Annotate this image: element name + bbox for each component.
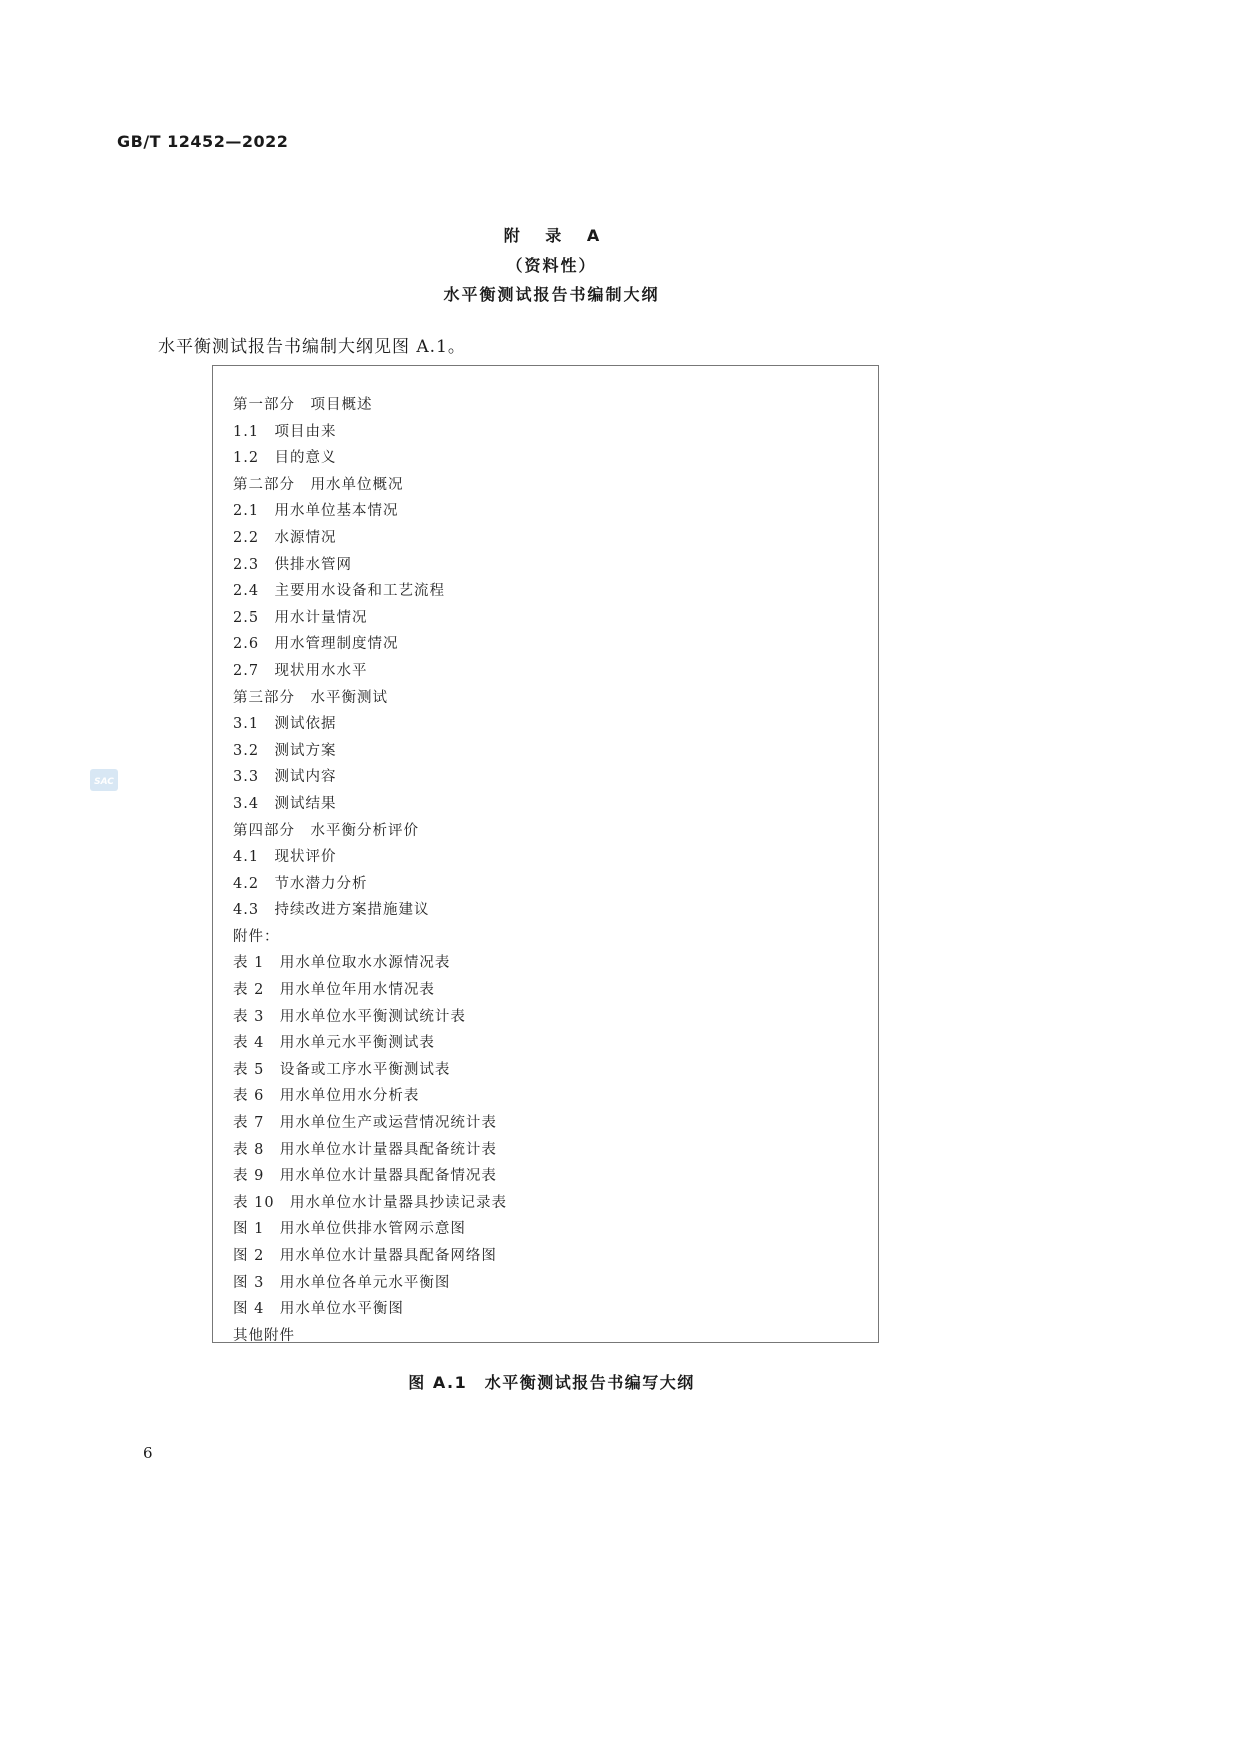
outline-item: 3.1 测试依据 bbox=[233, 716, 337, 733]
outline-item: 表 3 用水单位水平衡测试统计表 bbox=[233, 1008, 466, 1025]
outline-item: 3.4 测试结果 bbox=[233, 795, 337, 812]
outline-item: 表 10 用水单位水计量器具抄读记录表 bbox=[233, 1194, 508, 1211]
outline-item: 表 2 用水单位年用水情况表 bbox=[233, 982, 435, 999]
outline-item: 表 9 用水单位水计量器具配备情况表 bbox=[233, 1168, 497, 1185]
figure-caption: 图 A.1 水平衡测试报告书编写大纲 bbox=[408, 1373, 695, 1392]
outline-item: 2.7 现状用水水平 bbox=[233, 662, 368, 679]
outline-item: 表 7 用水单位生产或运营情况统计表 bbox=[233, 1115, 497, 1132]
watermark-text: SAC bbox=[94, 777, 114, 787]
outline-item: 第四部分 水平衡分析评价 bbox=[233, 822, 419, 839]
appendix-nature: （资料性） bbox=[506, 256, 597, 275]
outline-item: 表 5 设备或工序水平衡测试表 bbox=[233, 1061, 451, 1078]
appendix-title: 附 录 A bbox=[503, 226, 610, 245]
outline-item: 表 1 用水单位取水水源情况表 bbox=[233, 955, 451, 972]
outline-item: 3.3 测试内容 bbox=[233, 769, 337, 786]
outline-item: 图 3 用水单位各单元水平衡图 bbox=[233, 1274, 451, 1291]
page-number: 6 bbox=[143, 1444, 153, 1462]
outline-item: 第一部分 项目概述 bbox=[233, 397, 373, 413]
outline-item: 表 6 用水单位用水分析表 bbox=[233, 1088, 420, 1105]
outline-item: 4.3 持续改进方案措施建议 bbox=[233, 902, 430, 919]
outline-item: 第二部分 用水单位概况 bbox=[233, 476, 404, 493]
outline-item: 2.6 用水管理制度情况 bbox=[233, 636, 399, 653]
outline-item: 其他附件 bbox=[233, 1327, 295, 1344]
outline-item: 图 2 用水单位水计量器具配备网络图 bbox=[233, 1248, 497, 1264]
outline-item: 图 4 用水单位水平衡图 bbox=[233, 1301, 404, 1318]
outline-item: 2.4 主要用水设备和工艺流程 bbox=[233, 583, 446, 600]
outline-item: 表 4 用水单元水平衡测试表 bbox=[233, 1035, 435, 1052]
outline-item: 第三部分 水平衡测试 bbox=[233, 689, 388, 706]
outline-item: 图 1 用水单位供排水管网示意图 bbox=[233, 1221, 466, 1238]
outline-item: 附件： bbox=[233, 928, 280, 945]
outline-item: 4.1 现状评价 bbox=[233, 849, 337, 866]
outline-item: 3.2 测试方案 bbox=[233, 742, 337, 759]
outline-item: 4.2 节水潜力分析 bbox=[233, 875, 368, 892]
outline-item: 1.2 目的意义 bbox=[233, 450, 337, 467]
outline-list bbox=[233, 392, 507, 1349]
outline-item: 2.3 供排水管网 bbox=[233, 556, 353, 573]
appendix-subject: 水平衡测试报告书编制大纲 bbox=[443, 285, 660, 304]
outline-item: 2.2 水源情况 bbox=[233, 529, 337, 546]
outline-item: 2.5 用水计量情况 bbox=[233, 609, 368, 626]
outline-item: 表 8 用水单位水计量器具配备统计表 bbox=[233, 1141, 497, 1158]
outline-box bbox=[212, 365, 879, 1343]
outline-item: 2.1 用水单位基本情况 bbox=[233, 503, 399, 520]
intro-paragraph: 水平衡测试报告书编制大纲见图 A.1。 bbox=[158, 337, 466, 357]
sac-watermark-logo bbox=[90, 769, 118, 791]
appendix-heading bbox=[0, 228, 1103, 303]
outline-item: 1.1 项目由来 bbox=[233, 423, 337, 440]
standard-code: GB/T 12452—2022 bbox=[117, 132, 289, 151]
